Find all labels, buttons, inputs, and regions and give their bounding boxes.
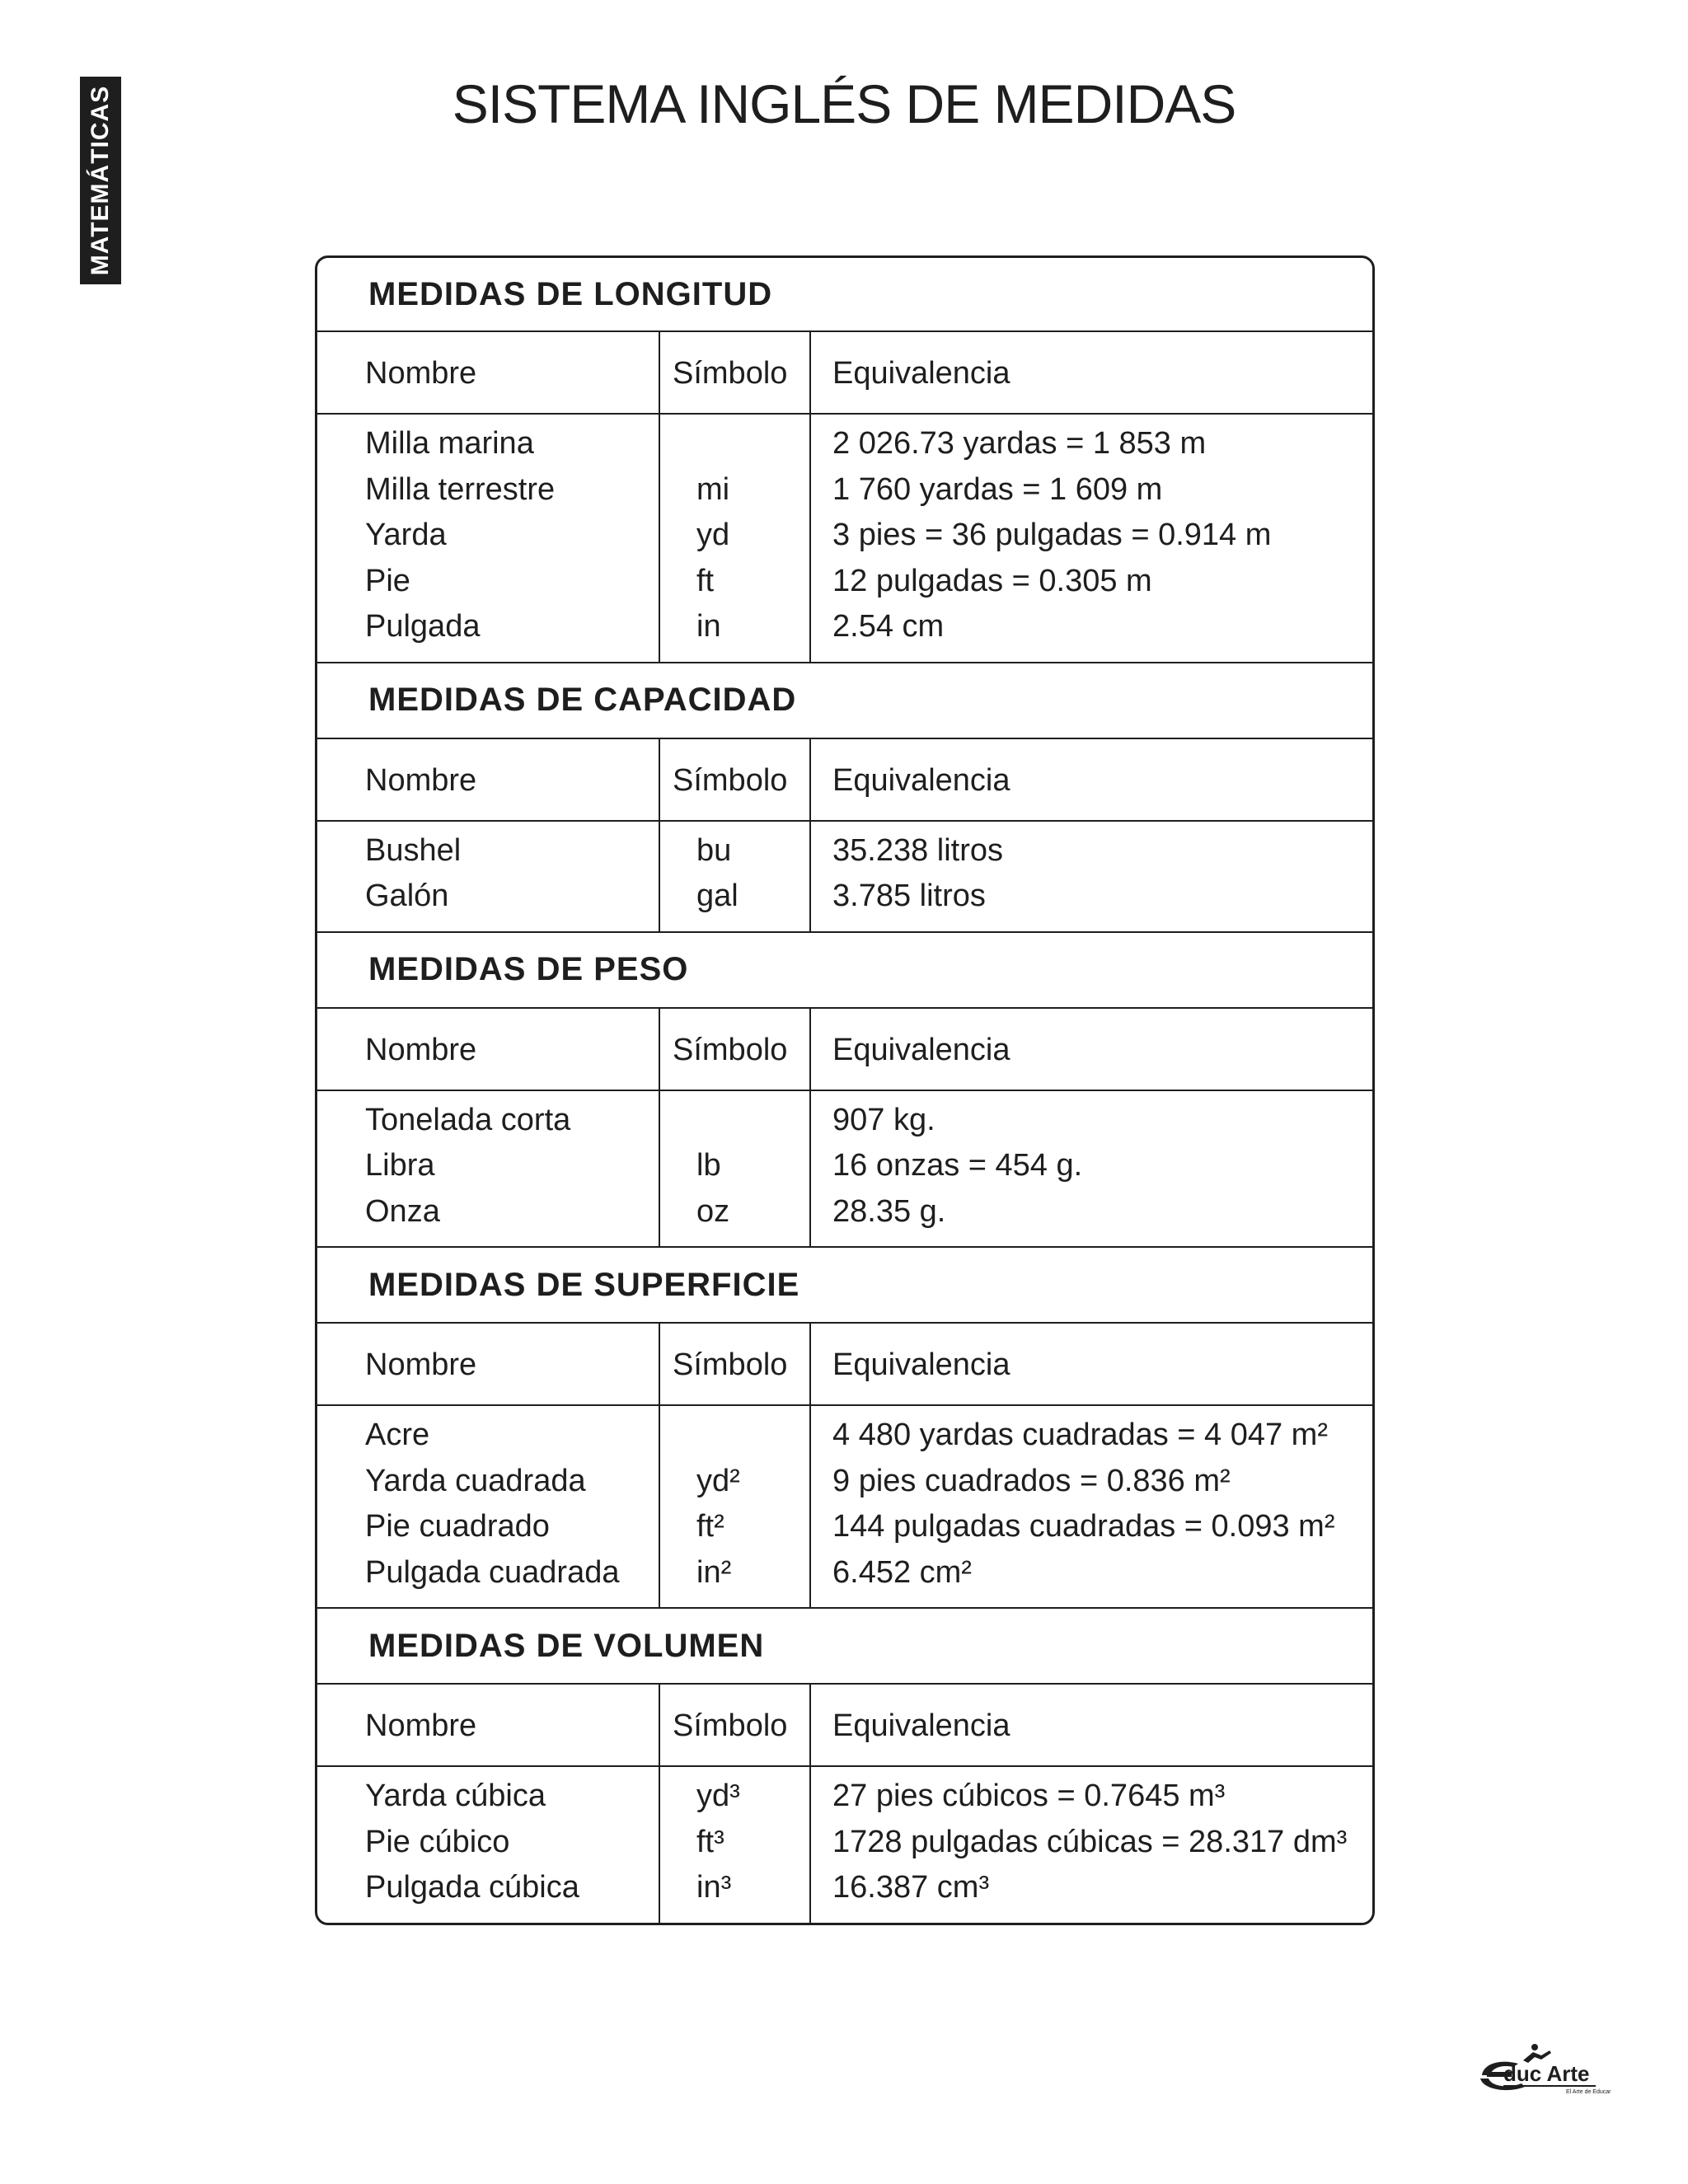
name-cell: Yarda xyxy=(365,518,447,552)
section-title: MEDIDAS DE SUPERFICIE xyxy=(317,1248,1372,1324)
symbol-cell: ft xyxy=(696,563,715,598)
column-symbol xyxy=(659,1091,809,1247)
column-header-name: Nombre xyxy=(365,1347,477,1382)
equivalence-cell: 6.452 cm² xyxy=(832,1554,972,1590)
column-header-name: Nombre xyxy=(365,1708,477,1743)
symbol-cell: lb xyxy=(696,1148,721,1183)
symbol-cell: ft³ xyxy=(696,1824,724,1859)
name-cell: Pulgada cúbica xyxy=(365,1870,579,1905)
table-body-row xyxy=(317,1091,1372,1249)
name-cell: Pulgada cuadrada xyxy=(365,1554,620,1590)
column-name xyxy=(317,1767,659,1923)
equivalence-cell: 16 onzas = 454 g. xyxy=(832,1148,1083,1183)
name-cell: Pie cuadrado xyxy=(365,1509,550,1544)
column-header-symbol: Símbolo xyxy=(659,1685,809,1767)
column-name xyxy=(317,1406,659,1607)
equivalence-cell: 1728 pulgadas cúbicas = 28.317 dm³ xyxy=(832,1824,1348,1859)
equivalence-cell: 35.238 litros xyxy=(832,832,1004,868)
name-cell: Pie xyxy=(365,563,410,598)
table-header-row xyxy=(317,1324,1372,1406)
name-cell: Pulgada xyxy=(365,609,481,644)
column-symbol xyxy=(659,822,809,931)
table-header-row xyxy=(317,332,1372,415)
symbol-cell: yd³ xyxy=(696,1779,740,1813)
symbol-cell: yd² xyxy=(696,1463,740,1498)
name-cell: Pie cúbico xyxy=(365,1824,510,1859)
column-equivalence xyxy=(809,1091,1372,1247)
table-body-row xyxy=(317,1406,1372,1609)
column-symbol xyxy=(659,1767,809,1923)
symbol-cell: in³ xyxy=(696,1870,732,1905)
equivalence-cell: 144 pulgadas cuadradas = 0.093 m² xyxy=(832,1509,1335,1544)
table-header-row xyxy=(317,1009,1372,1091)
name-cell: Libra xyxy=(365,1148,435,1183)
name-cell: Bushel xyxy=(365,832,462,868)
symbol-cell: in² xyxy=(696,1554,732,1590)
side-tab-label: MATEMÁTICAS xyxy=(87,85,115,276)
svg-text:duc Arte: duc Arte xyxy=(1503,2061,1590,2086)
name-cell: Yarda cúbica xyxy=(365,1779,546,1813)
column-header-name: Nombre xyxy=(365,762,477,798)
name-cell: Milla marina xyxy=(365,426,534,461)
column-equivalence xyxy=(809,822,1372,931)
equivalence-cell: 1 760 yardas = 1 609 m xyxy=(832,471,1163,507)
equivalence-cell: 16.387 cm³ xyxy=(832,1870,990,1905)
column-name xyxy=(317,822,659,931)
symbol-cell: mi xyxy=(696,471,730,507)
column-header-symbol: Símbolo xyxy=(659,1324,809,1406)
column-header-equivalence: Equivalencia xyxy=(809,739,1372,822)
equivalence-cell: 4 480 yardas cuadradas = 4 047 m² xyxy=(832,1418,1328,1452)
symbol-cell: in xyxy=(696,609,721,644)
symbol-cell: ft² xyxy=(696,1509,724,1544)
equivalence-cell: 28.35 g. xyxy=(832,1193,946,1229)
column-header-equivalence: Equivalencia xyxy=(809,332,1372,415)
symbol-cell: oz xyxy=(696,1193,730,1229)
symbol-cell: yd xyxy=(696,518,730,552)
column-symbol xyxy=(659,1406,809,1607)
table-body-row xyxy=(317,1767,1372,1923)
svg-text:El Arte de Educar: El Arte de Educar xyxy=(1566,2089,1611,2095)
equivalence-cell: 907 kg. xyxy=(832,1102,935,1137)
page-title: SISTEMA INGLÉS DE MEDIDAS xyxy=(452,73,1236,134)
column-equivalence xyxy=(809,1767,1372,1923)
section-title: MEDIDAS DE CAPACIDAD xyxy=(317,663,1372,739)
column-header-name: Nombre xyxy=(365,356,477,391)
table-body-row xyxy=(317,415,1372,663)
name-cell: Milla terrestre xyxy=(365,471,556,507)
column-header-equivalence: Equivalencia xyxy=(809,1324,1372,1406)
name-cell: Acre xyxy=(365,1418,430,1452)
table-header-row xyxy=(317,739,1372,822)
column-symbol xyxy=(659,415,809,662)
column-header-symbol: Símbolo xyxy=(659,739,809,822)
column-header-equivalence: Equivalencia xyxy=(809,1009,1372,1091)
column-header-symbol: Símbolo xyxy=(659,1009,809,1091)
symbol-cell xyxy=(696,421,809,467)
name-cell: Galón xyxy=(365,879,449,913)
table-body-row xyxy=(317,822,1372,933)
equivalence-cell: 27 pies cúbicos = 0.7645 m³ xyxy=(832,1779,1226,1813)
equivalence-cell: 12 pulgadas = 0.305 m xyxy=(832,563,1152,598)
measures-table xyxy=(315,255,1375,1925)
symbol-cell: bu xyxy=(696,832,732,868)
section-title: MEDIDAS DE LONGITUD xyxy=(317,258,1372,332)
column-name xyxy=(317,415,659,662)
column-header-symbol: Símbolo xyxy=(659,332,809,415)
symbol-cell xyxy=(696,1413,809,1459)
column-equivalence xyxy=(809,1406,1372,1607)
symbol-cell xyxy=(696,1098,809,1144)
name-cell: Tonelada corta xyxy=(365,1102,571,1137)
equivalence-cell: 3 pies = 36 pulgadas = 0.914 m xyxy=(832,518,1272,552)
column-header-name: Nombre xyxy=(365,1032,477,1067)
section-title: MEDIDAS DE VOLUMEN xyxy=(317,1609,1372,1685)
name-cell: Yarda cuadrada xyxy=(365,1463,586,1498)
table-header-row xyxy=(317,1685,1372,1767)
equivalence-cell: 9 pies cuadrados = 0.836 m² xyxy=(832,1463,1231,1498)
column-name xyxy=(317,1091,659,1247)
educarte-logo xyxy=(1475,2042,1611,2100)
name-cell: Onza xyxy=(365,1193,440,1229)
equivalence-cell: 2 026.73 yardas = 1 853 m xyxy=(832,426,1207,461)
equivalence-cell: 3.785 litros xyxy=(832,879,986,913)
column-equivalence xyxy=(809,415,1372,662)
symbol-cell: gal xyxy=(696,879,738,913)
section-title: MEDIDAS DE PESO xyxy=(317,933,1372,1009)
equivalence-cell: 2.54 cm xyxy=(832,609,945,644)
column-header-equivalence: Equivalencia xyxy=(809,1685,1372,1767)
